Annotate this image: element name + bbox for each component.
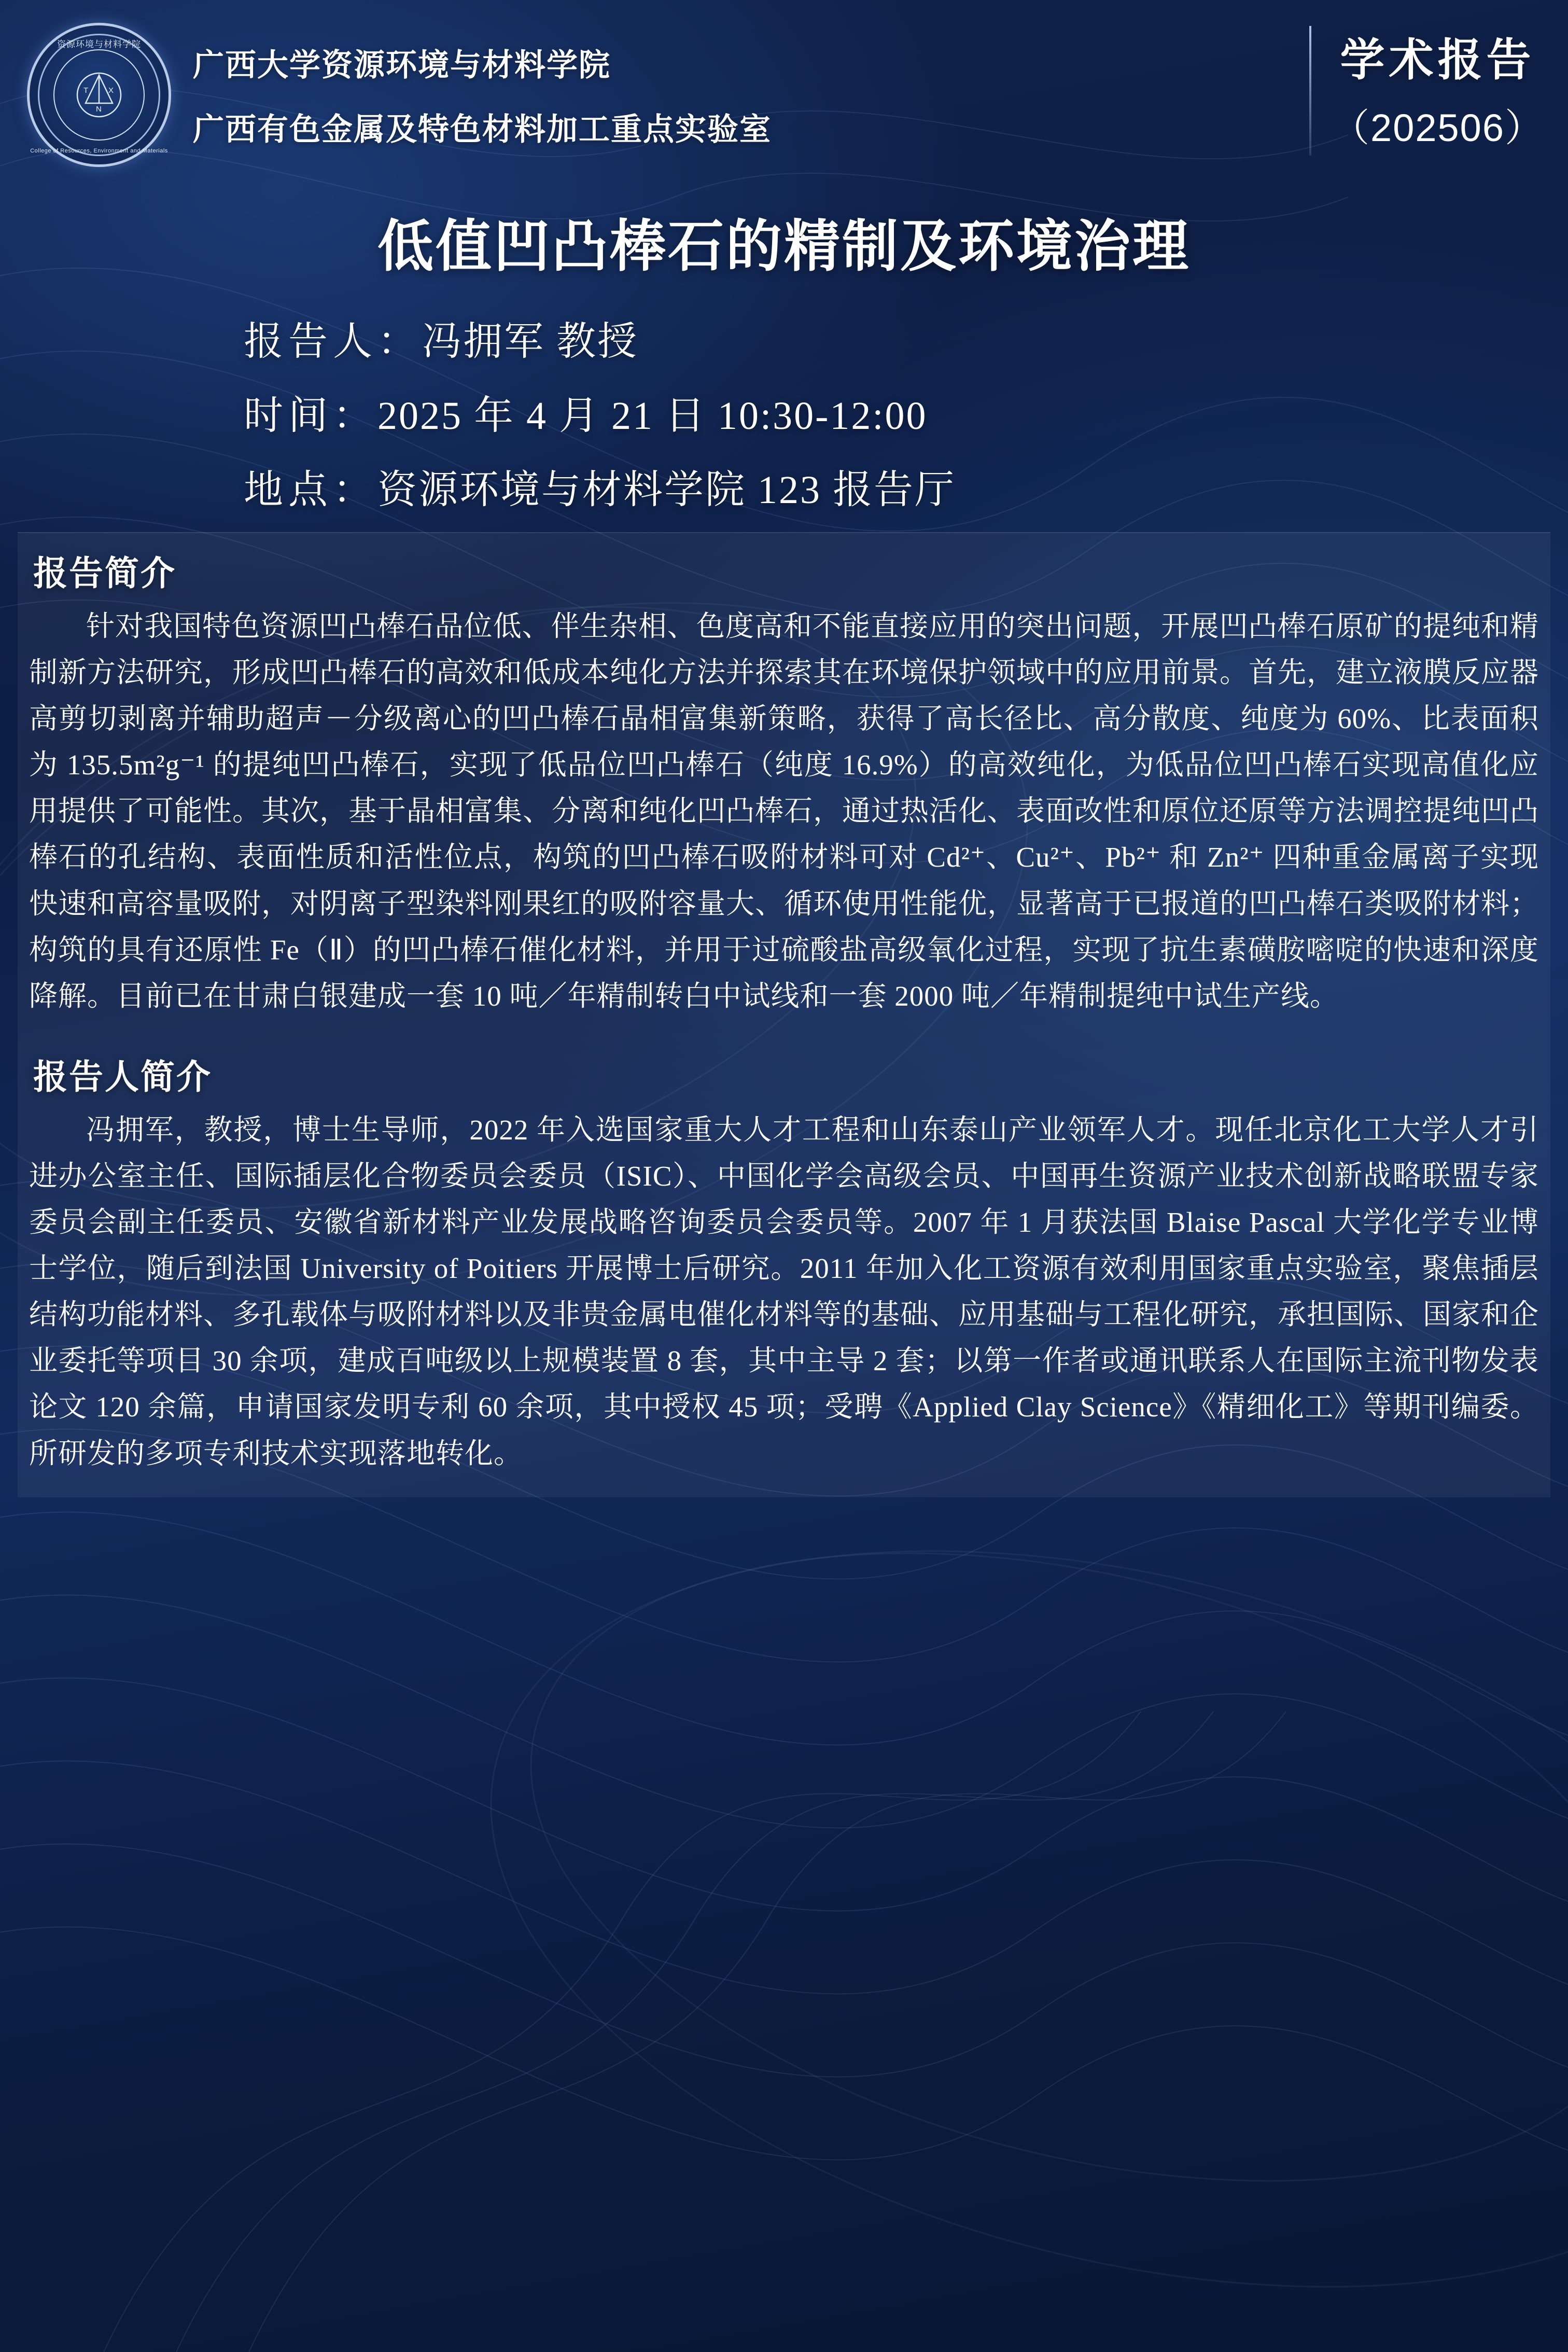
meta-time	[244, 384, 1568, 440]
meta-speaker-label: 报告人：	[244, 320, 422, 364]
svg-text:N: N	[96, 105, 102, 114]
crest-bottom-text: College of Resources, Environment and Materials	[30, 148, 168, 154]
badge-divider	[1309, 26, 1311, 156]
abstract-heading: 报告简介	[33, 554, 176, 592]
badge-title: 学术报告	[1340, 35, 1535, 85]
crest-top-text: 资源环境与材料学院	[57, 39, 141, 49]
meta-speaker-value: 冯拥军 教授	[422, 320, 638, 364]
meta-place-value: 资源环境与材料学院 123 报告厅	[377, 468, 956, 512]
poster-header	[0, 0, 1568, 192]
meta-speaker	[244, 310, 1568, 366]
bio-paragraph: 冯拥军，教授，博士生导师，2022 年入选国家重大人才工程和山东泰山产业领军人才。现任北京化工大学人才引进办公室主任、国际插层化合物委员会委员（ISIC）、中国化学会高级会员、中国再生资源产业技术创新战略联盟专家委员会副主任委员、安徽省新材料产业发展战略咨询委员会委员等。2007 年 1 月获法国 Blaise Pascal 大学化学专业博士学位，随后到法国 University of Poitiers 开展博士后研究。2011 年加入化工资源有效利用国家重点实验室，聚焦插层结构功能材料、多孔载体与吸附材料以及非贵金属电催化材料等的基础、应用基础与工程化研究，承担国际、国家和企业委托等项目 30 余项，建成百吨级以上规模装置 8 套，其中主导 2 套；以第一作者或通讯联系人在国际主流刊物发表论文 120 余篇，申请国家发明专利 60 余项，其中授权 45 项；受聘《Applied Clay Science》《精细化工》等期刊编委。所研发的多项专利技术实现落地转化。	[29, 1114, 1539, 1469]
talk-meta	[0, 310, 1568, 514]
organization-names	[193, 40, 772, 169]
report-badge	[1309, 24, 1544, 152]
section-spacer	[29, 1019, 1539, 1037]
university-crest-logo	[27, 23, 171, 167]
bio-heading: 报告人简介	[33, 1057, 212, 1096]
meta-place	[244, 458, 1568, 514]
content-panel	[18, 532, 1550, 1497]
talk-title: 低值凹凸棒石的精制及环境治理	[377, 215, 1191, 277]
svg-text:X: X	[108, 86, 114, 95]
abstract-paragraph: 针对我国特色资源凹凸棒石品位低、伴生杂相、色度高和不能直接应用的突出问题，开展凹凸棒石原矿的提纯和精制新方法研究，形成凹凸棒石的高效和低成本纯化方法并探索其在环境保护领域中的应用前景。首先，建立液膜反应器高剪切剥离并辅助超声－分级离心的凹凸棒石晶相富集新策略，获得了高长径比、高分散度、纯度为 60%、比表面积为 135.5m²g⁻¹ 的提纯凹凸棒石，实现了低品位凹凸棒石（纯度 16.9%）的高效纯化，为低品位凹凸棒石实现高值化应用提供了可能性。其次，基于晶相富集、分离和纯化凹凸棒石，通过热活化、表面改性和原位还原等方法调控提纯凹凸棒石的孔结构、表面性质和活性位点，构筑的凹凸棒石吸附材料可对 Cd²⁺、Cu²⁺、Pb²⁺ 和 Zn²⁺ 四种重金属离子实现快速和高容量吸附，对阴离子型染料刚果红的吸附容量大、循环使用性能优，显著高于已报道的凹凸棒石类吸附材料；构筑的具有还原性 Fe（Ⅱ）的凹凸棒石催化材料，并用于过硫酸盐高级氧化过程，实现了抗生素磺胺嘧啶的快速和深度降解。目前已在甘肃白银建成一套 10 吨／年精制转白中试线和一套 2000 吨／年精制提纯中试生产线。	[29, 610, 1539, 1012]
organization-line-1: 广西大学资源环境与材料学院	[193, 48, 611, 82]
badge-number: （202506）	[1331, 106, 1544, 149]
meta-time-value: 2025 年 4 月 21 日 10:30-12:00	[377, 394, 928, 438]
organization-line-2: 广西有色金属及特色材料加工重点实验室	[193, 112, 772, 147]
meta-time-label: 时间：	[244, 394, 377, 438]
meta-place-label: 地点：	[244, 468, 377, 512]
svg-text:T: T	[83, 86, 89, 95]
